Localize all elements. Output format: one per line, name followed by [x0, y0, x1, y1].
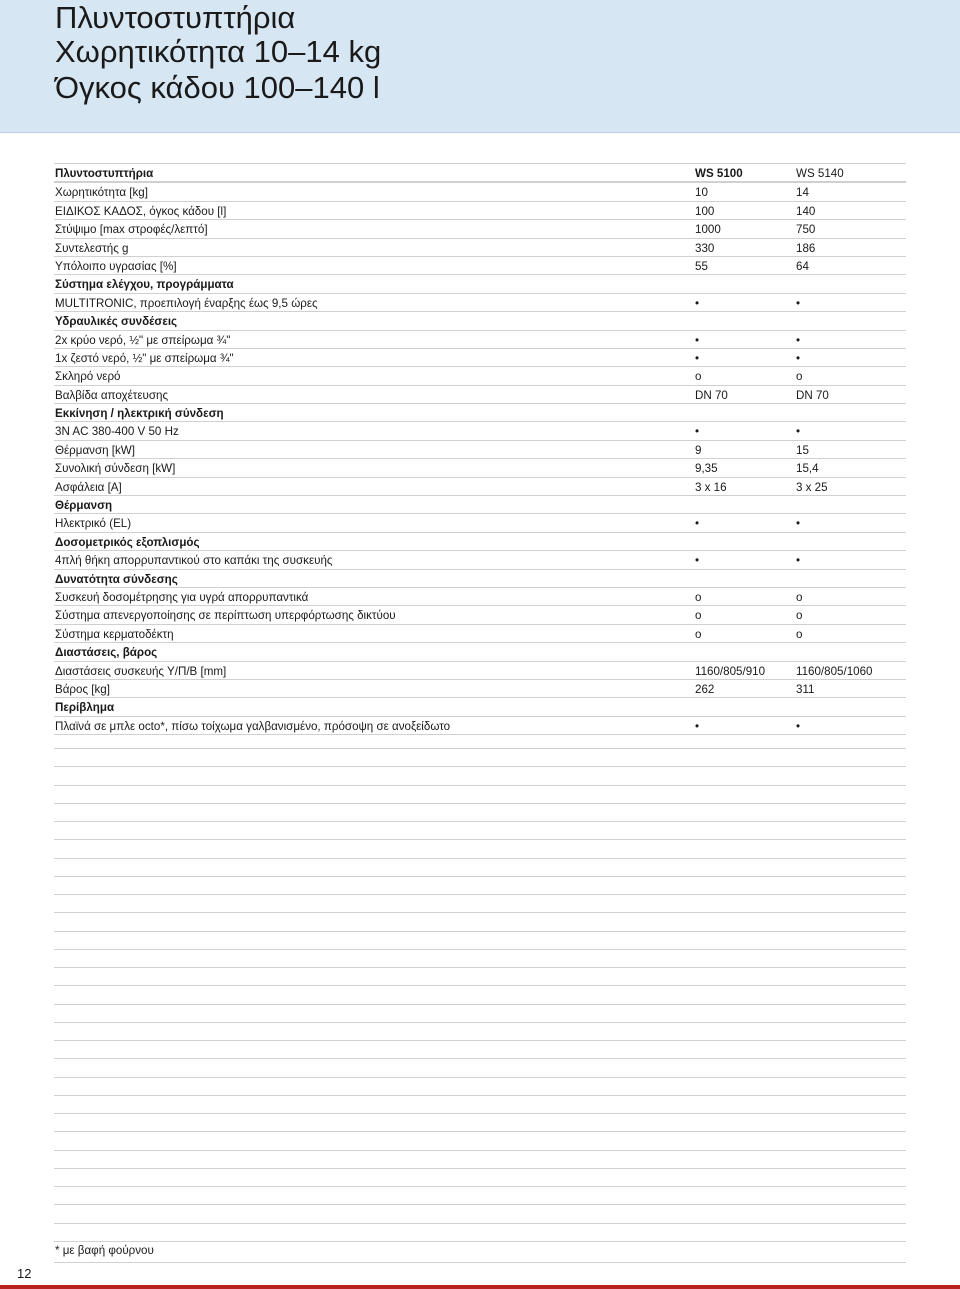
- cell-ws5140: •: [796, 517, 801, 531]
- blank-ruled-line: [54, 1131, 906, 1132]
- cell-ws5100: •: [695, 296, 700, 310]
- table-row: [54, 514, 906, 532]
- cell-ws5100: •: [695, 554, 700, 568]
- cell-ws5140: o: [796, 609, 803, 623]
- table-row: [54, 239, 906, 257]
- spec-table: [54, 163, 906, 735]
- row-label: Σύστημα απενεργοποίησης σε περίπτωση υπερφόρτωσης δικτύου: [55, 609, 396, 623]
- row-label: Διαστάσεις συσκευής Υ/Π/Β [mm]: [55, 664, 227, 678]
- cell-ws5140: o: [796, 590, 803, 604]
- section-heading-row: [54, 533, 906, 551]
- title-line-2: Χωρητικότητα 10–14 kg: [55, 34, 382, 69]
- cell-ws5140: 15,4: [796, 462, 819, 476]
- section-heading: Δυνατότητα σύνδεσης: [55, 572, 178, 586]
- page-number: 12: [17, 1266, 32, 1281]
- row-label: Ασφάλεια [A]: [55, 480, 122, 494]
- table-row: [54, 551, 906, 569]
- blank-ruled-line: [54, 876, 906, 877]
- cell-ws5140: 140: [796, 204, 816, 218]
- cell-ws5140: o: [796, 627, 803, 641]
- cell-ws5100: 262: [695, 682, 715, 696]
- row-label: Σκληρό νερό: [55, 370, 121, 384]
- blank-ruled-line: [54, 894, 906, 895]
- cell-ws5140: o: [796, 370, 803, 384]
- cell-ws5140: 14: [796, 186, 809, 200]
- table-row: [54, 606, 906, 624]
- table-row: [54, 441, 906, 459]
- table-row: [54, 331, 906, 349]
- section-heading-row: [54, 312, 906, 330]
- cell-ws5100: o: [695, 609, 702, 623]
- blank-ruled-line: [54, 1241, 906, 1242]
- cell-ws5140: 3 x 25: [796, 480, 828, 494]
- section-heading: Εκκίνηση / ηλεκτρική σύνδεση: [55, 407, 224, 421]
- blank-ruled-line: [54, 839, 906, 840]
- title-line-1: Πλυντοστυπτήρια: [55, 0, 296, 35]
- section-heading-row: [54, 698, 906, 716]
- blank-ruled-line: [54, 1223, 906, 1224]
- blank-ruled-line: [54, 949, 906, 950]
- blank-ruled-line: [54, 1150, 906, 1151]
- blank-ruled-line: [54, 785, 906, 786]
- cell-ws5100: 9: [695, 443, 702, 457]
- cell-ws5140: •: [796, 425, 801, 439]
- row-label: Βάρος [kg]: [55, 682, 110, 696]
- blank-ruled-line: [54, 1186, 906, 1187]
- blank-ruled-line: [54, 748, 906, 749]
- section-heading-row: [54, 570, 906, 588]
- table-row: [54, 182, 906, 201]
- title-line-3: Όγκος κάδου 100–140 l: [55, 70, 380, 105]
- blank-ruled-line: [54, 1113, 906, 1114]
- table-row: [54, 220, 906, 238]
- footer-accent-bar: [0, 1285, 960, 1289]
- blank-ruled-line: [54, 1204, 906, 1205]
- table-row: [54, 386, 906, 404]
- table-row: [54, 294, 906, 312]
- cell-ws5140: 1160/805/1060: [796, 664, 873, 678]
- footer-rule: [54, 1262, 906, 1263]
- cell-ws5100: 3 x 16: [695, 480, 727, 494]
- footnote: * με βαφή φούρνου: [55, 1244, 154, 1257]
- cell-ws5100: o: [695, 627, 702, 641]
- cell-ws5140: DN 70: [796, 388, 829, 402]
- cell-ws5140: •: [796, 333, 801, 347]
- section-heading: Περίβλημα: [55, 701, 115, 715]
- cell-ws5100: o: [695, 370, 702, 384]
- cell-ws5140: 64: [796, 259, 809, 273]
- row-label: Στύψιμο [max στροφές/λεπτό]: [55, 223, 208, 237]
- cell-ws5100: •: [695, 719, 700, 733]
- section-heading-row: [54, 404, 906, 422]
- cell-ws5100: 55: [695, 259, 708, 273]
- row-label: Ηλεκτρικό (EL): [55, 517, 132, 531]
- row-label: Βαλβίδα αποχέτευσης: [55, 388, 169, 402]
- section-heading: Δοσομετρικός εξοπλισμός: [55, 535, 200, 549]
- cell-ws5100: 100: [695, 204, 715, 218]
- row-label: 4πλή θήκη απορρυπαντικού στο καπάκι της συσκευής: [55, 554, 333, 568]
- cell-ws5100: •: [695, 517, 700, 531]
- cell-ws5100: •: [695, 351, 700, 365]
- blank-ruled-line: [54, 1004, 906, 1005]
- section-heading: Θέρμανση: [55, 499, 113, 513]
- blank-ruled-line: [54, 1040, 906, 1041]
- table-row: [54, 422, 906, 440]
- row-label: Θέρμανση [kW]: [55, 443, 135, 457]
- blank-ruled-line: [54, 1022, 906, 1023]
- table-header-label: Πλυντοστυπτήρια: [55, 167, 154, 180]
- cell-ws5140: •: [796, 296, 801, 310]
- table-row: [54, 202, 906, 220]
- row-label: Συνολική σύνδεση [kW]: [55, 462, 176, 476]
- blank-ruled-line: [54, 766, 906, 767]
- row-label: Συντελεστής g: [55, 241, 129, 255]
- section-heading: Σύστημα ελέγχου, προγράμματα: [55, 278, 234, 292]
- section-heading-row: [54, 496, 906, 514]
- column-header-ws5100: WS 5100: [695, 167, 743, 180]
- cell-ws5100: o: [695, 590, 702, 604]
- blank-ruled-line: [54, 912, 906, 913]
- title-banner: [0, 0, 960, 133]
- row-label: Πλαϊνά σε μπλε octo*, πίσω τοίχωμα γαλβανισμένο, πρόσοψη σε ανοξείδωτο: [55, 719, 451, 733]
- cell-ws5100: 10: [695, 186, 708, 200]
- table-row: [54, 662, 906, 680]
- table-row: [54, 459, 906, 477]
- cell-ws5100: •: [695, 425, 700, 439]
- table-row: [54, 257, 906, 275]
- cell-ws5140: 15: [796, 443, 809, 457]
- cell-ws5100: 330: [695, 241, 715, 255]
- cell-ws5140: 186: [796, 241, 816, 255]
- table-row: [54, 717, 906, 735]
- cell-ws5100: •: [695, 333, 700, 347]
- blank-ruled-line: [54, 985, 906, 986]
- table-row: [54, 625, 906, 643]
- row-label: 2x κρύο νερό, ½" με σπείρωμα ¾": [55, 333, 231, 347]
- row-label: 1x ζεστό νερό, ½" με σπείρωμα ¾": [55, 351, 234, 365]
- blank-ruled-line: [54, 1058, 906, 1059]
- table-row: [54, 680, 906, 698]
- blank-ruled-line: [54, 803, 906, 804]
- cell-ws5100: 9,35: [695, 462, 718, 476]
- blank-ruled-line: [54, 858, 906, 859]
- cell-ws5100: 1000: [695, 223, 721, 237]
- cell-ws5140: •: [796, 719, 801, 733]
- row-label: MULTITRONIC, προεπιλογή έναρξης έως 9,5 ώρες: [55, 296, 318, 310]
- row-label: Σύστημα κερματοδέκτη: [55, 627, 174, 641]
- section-heading: Υδραυλικές συνδέσεις: [55, 315, 178, 329]
- blank-ruled-line: [54, 967, 906, 968]
- table-header-row: [54, 163, 906, 182]
- row-label: ΕΙΔΙΚΟΣ ΚΑΔΟΣ, όγκος κάδου [l]: [55, 204, 227, 218]
- table-row: [54, 588, 906, 606]
- section-heading: Διαστάσεις, βάρος: [55, 646, 158, 660]
- cell-ws5140: 311: [796, 682, 815, 696]
- cell-ws5100: 1160/805/910: [695, 664, 766, 678]
- blank-ruled-line: [54, 1168, 906, 1169]
- row-label: Συσκευή δοσομέτρησης για υγρά απορρυπαντικά: [55, 590, 309, 604]
- section-heading-row: [54, 643, 906, 661]
- blank-ruled-line: [54, 1095, 906, 1096]
- table-row: [54, 349, 906, 367]
- cell-ws5140: 750: [796, 223, 816, 237]
- blank-ruled-line: [54, 931, 906, 932]
- cell-ws5140: •: [796, 351, 801, 365]
- row-label: 3N AC 380-400 V 50 Hz: [55, 425, 179, 439]
- blank-ruled-line: [54, 821, 906, 822]
- cell-ws5140: •: [796, 554, 801, 568]
- cell-ws5100: DN 70: [695, 388, 728, 402]
- row-label: Χωρητικότητα [kg]: [55, 186, 148, 200]
- row-label: Υπόλοιπο υγρασίας [%]: [55, 259, 177, 273]
- section-heading-row: [54, 275, 906, 293]
- table-row: [54, 478, 906, 496]
- table-row: [54, 367, 906, 385]
- blank-ruled-line: [54, 1077, 906, 1078]
- column-header-ws5140: WS 5140: [796, 167, 844, 180]
